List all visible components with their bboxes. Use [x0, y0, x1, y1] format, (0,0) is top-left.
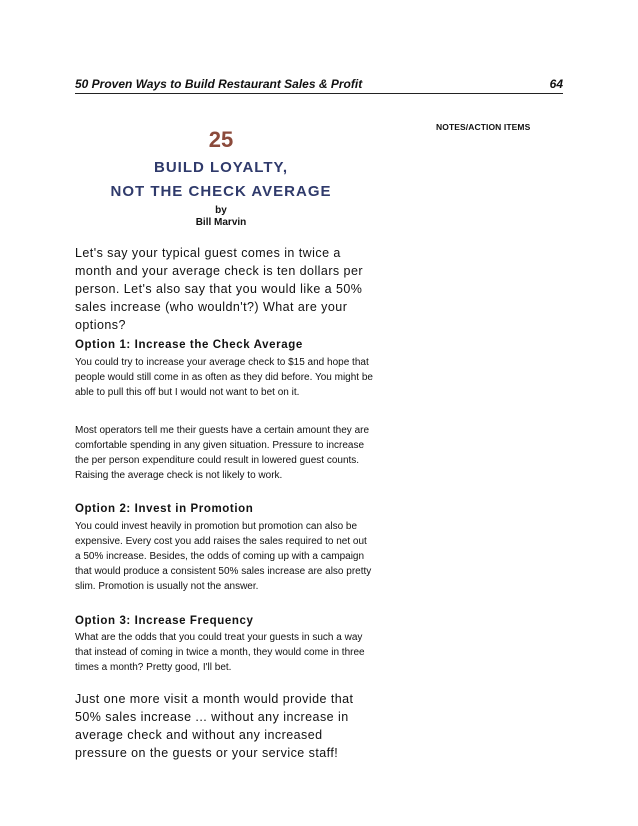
option-1-paragraph-1: You could try to increase your average check to $15 and hope that people would still come in as often as they did before. You might be able to pull this off but I would not want to bet on it.: [75, 357, 373, 398]
option-3-paragraph: What are the odds that you could treat your guests in such a way that instead of coming in twice a month, they would come in three times a month? Pretty good, I'll bet.: [75, 632, 365, 673]
byline-by: by: [215, 205, 227, 216]
notes-action-items-label: NOTES/ACTION ITEMS: [436, 122, 531, 132]
chapter-number: 25: [208, 127, 234, 152]
closing-paragraph: Just one more visit a month would provide that 50% sales increase ... without any increase in average check and without any increased pressure on the guests or your service staff!: [75, 692, 354, 760]
option-1-paragraph-2: Most operators tell me their guests have a certain amount they are comfortable spending in any given situation. Pressure to increase the per person expenditure could result in lowered guest counts. Raising the average check is not likely to work.: [75, 425, 370, 481]
option-1-heading: Option 1: Increase the Check Average: [75, 339, 303, 351]
option-3-heading: Option 3: Increase Frequency: [75, 615, 254, 627]
page-number: 64: [549, 77, 563, 91]
option-2-paragraph: You could invest heavily in promotion but promotion can also be expensive. Every cost you add raises the sales required to net out a 50% increase. Besides, the odds of coming up with a campaign that would produce a consistent 50% sales increase are also pretty slim. Promotion is usually not the answer.: [75, 521, 372, 592]
option-2-heading: Option 2: Invest in Promotion: [75, 503, 254, 515]
page-header: [75, 77, 563, 94]
intro-paragraph: Let's say your typical guest comes in twice a month and your average check is ten dollars per person. Let's also say that you would like a 50% sales increase (who wouldn't?) What are your options?: [75, 246, 363, 332]
chapter-title-line-2: NOT THE CHECK AVERAGE: [110, 183, 332, 200]
author-name: Bill Marvin: [195, 217, 247, 228]
book-title: 50 Proven Ways to Build Restaurant Sales & Profit: [75, 77, 363, 91]
chapter-title-line-1: BUILD LOYALTY,: [153, 159, 288, 176]
